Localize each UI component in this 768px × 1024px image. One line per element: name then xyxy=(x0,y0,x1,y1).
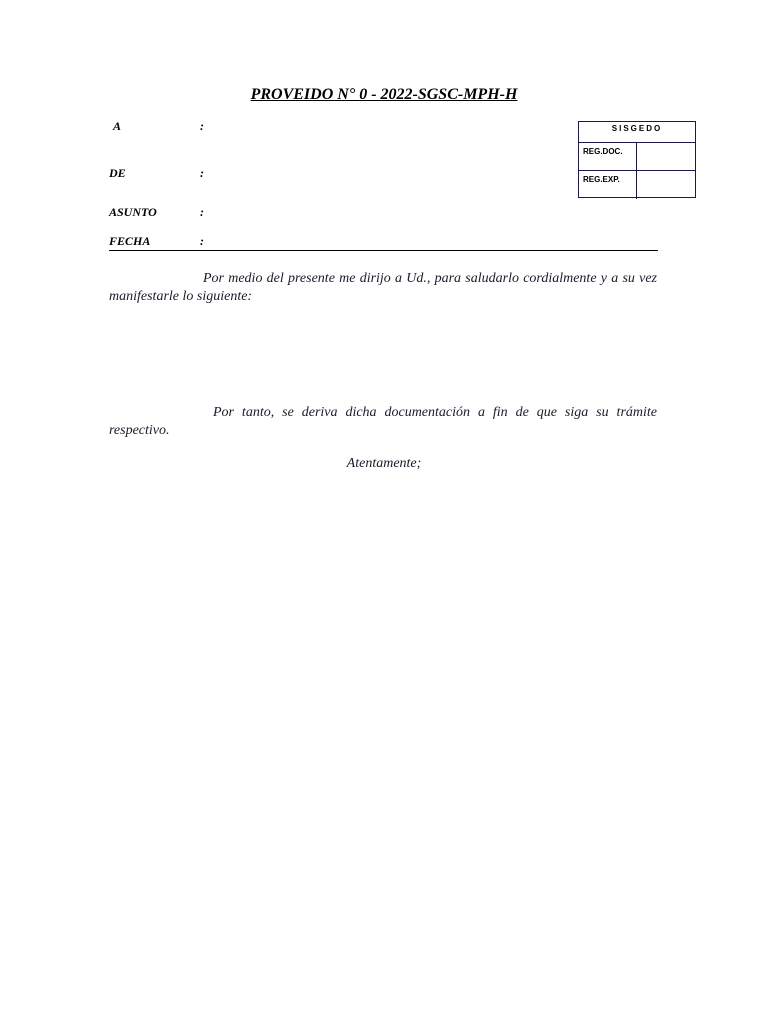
field-colon-de: : xyxy=(200,166,204,180)
document-title: PROVEIDO N° 0 - 2022-SGSC-MPH-H xyxy=(250,86,518,103)
field-colon-a: : xyxy=(200,119,204,133)
reg-exp-label: REG.EXP. xyxy=(579,171,637,199)
body-paragraph-1: Por medio del presente me dirijo a Ud., para saludarlo cordialmente y a su vez manifestarle lo siguiente: xyxy=(109,271,657,304)
sisgedo-header: SISGEDO xyxy=(579,122,695,143)
field-label-fecha: FECHA xyxy=(109,234,151,248)
field-colon-fecha: : xyxy=(200,234,204,248)
field-label-a: A xyxy=(113,119,122,133)
body-paragraph-2: Por tanto, se deriva dicha documentación a fin de que siga su trámite respectivo. xyxy=(109,405,657,438)
field-colon-asunto: : xyxy=(200,205,204,219)
reg-doc-label: REG.DOC. xyxy=(579,143,637,170)
field-label-de: DE xyxy=(109,166,126,180)
sisgedo-row-reg-doc xyxy=(579,143,695,171)
closing-text: Atentamente; xyxy=(346,456,422,471)
field-label-asunto: ASUNTO xyxy=(109,205,157,219)
header-divider xyxy=(109,250,658,251)
sisgedo-row-reg-exp xyxy=(579,171,695,199)
reg-doc-value xyxy=(637,143,695,170)
sisgedo-box xyxy=(578,121,696,198)
reg-exp-value xyxy=(637,171,695,199)
